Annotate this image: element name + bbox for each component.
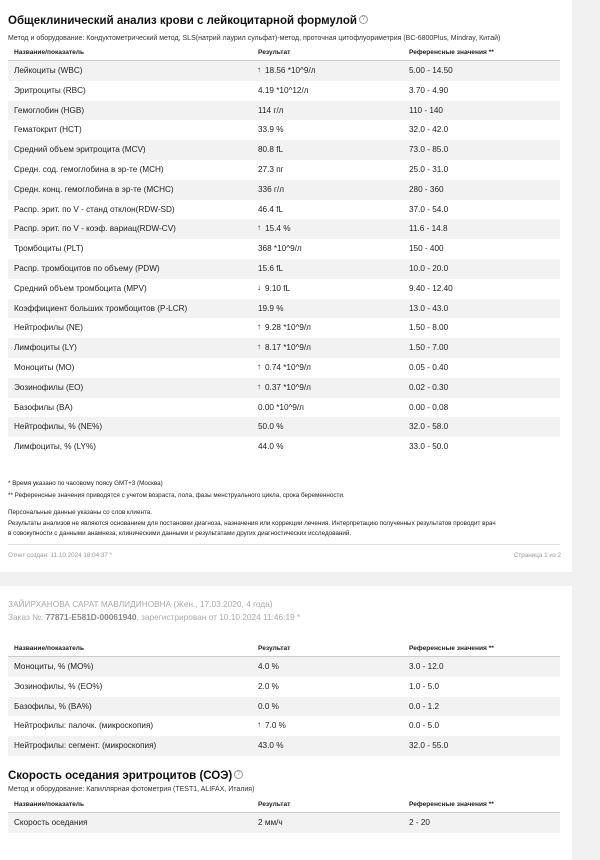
patient-info: ЗАЙИРХАНОВА САРАТ МАВЛИДИНОВНА (Жен., 17.03.2020, 4 года) xyxy=(8,599,273,609)
table-row xyxy=(8,120,560,140)
row-reference: 0.05 - 0.40 xyxy=(409,362,449,372)
table-row xyxy=(8,239,560,259)
row-result: 0.74 *10^9/л xyxy=(265,362,311,372)
table-row xyxy=(8,200,560,220)
header-result: Результат xyxy=(258,801,291,808)
row-name: Лимфоциты (LY) xyxy=(14,343,77,353)
table-row xyxy=(8,677,560,697)
row-result: 114 г/л xyxy=(258,105,284,115)
footnote-timezone: * Время указано по часовому поясу GMT+3 (Москва) xyxy=(8,480,163,487)
cbc-method: Метод и оборудование: Кондуктометрический метод, SLS(натрий лаурил сульфат)-метод, проточная цитофлуориметрия (BC-6800Plus, Mindray, Китай) xyxy=(8,35,501,42)
table-row xyxy=(8,378,560,398)
table-row xyxy=(8,697,560,717)
row-result: 0.0 % xyxy=(258,701,279,711)
arrow-up-icon: ↑ xyxy=(257,361,261,371)
table-row xyxy=(8,657,560,677)
table-row xyxy=(8,101,560,121)
arrow-up-icon: ↑ xyxy=(257,322,261,332)
table-header xyxy=(8,798,560,813)
table-row xyxy=(8,279,560,299)
row-reference: 1.0 - 5.0 xyxy=(409,681,440,691)
row-result: 2.0 % xyxy=(258,681,279,691)
footnote-reference: ** Референсные значения приводятся с учетом возраста, пола, фазы менструального цикла, срока беременности. xyxy=(8,492,345,499)
row-name: Тромбоциты (PLT) xyxy=(14,244,84,254)
row-reference: 0.00 - 0.08 xyxy=(409,402,449,412)
header-ref: Референсные значения ** xyxy=(409,801,494,808)
table-header xyxy=(8,46,560,61)
row-reference: 13.0 - 43.0 xyxy=(409,303,449,313)
table-row xyxy=(8,338,560,358)
cbc-results-table-continued xyxy=(8,642,560,756)
row-name: Лейкоциты (WBC) xyxy=(14,66,83,75)
table-row xyxy=(8,259,560,279)
table-row xyxy=(8,81,560,101)
row-name: Нейтрофилы: палочк. (микроскопия) xyxy=(14,721,154,731)
table-row xyxy=(8,358,560,378)
help-icon[interactable]: ? xyxy=(234,770,243,779)
arrow-down-icon: ↓ xyxy=(257,282,261,292)
row-reference: 3.0 - 12.0 xyxy=(409,662,444,671)
row-reference: 25.0 - 31.0 xyxy=(409,164,449,174)
order-info: Заказ №: 77871-E581D-00061940, зарегистрирован от 10.10.2024 11:46:19 * xyxy=(8,612,301,622)
table-row xyxy=(8,318,560,338)
arrow-up-icon: ↑ xyxy=(257,720,261,730)
row-reference: 280 - 360 xyxy=(409,184,444,194)
arrow-up-icon: ↑ xyxy=(257,381,261,391)
row-reference: 33.0 - 50.0 xyxy=(409,442,449,452)
row-name: Распр. эрит. по V - станд отклон(RDW-SD) xyxy=(14,204,175,214)
row-result: 46.4 fL xyxy=(258,204,284,214)
row-result: 15.6 fL xyxy=(258,263,284,273)
arrow-up-icon: ↑ xyxy=(257,65,261,74)
header-ref: Референсные значения ** xyxy=(409,49,494,56)
row-name: Средн. конц. гемоглобина в эр-те (MCHC) xyxy=(14,184,174,194)
row-name: Нейтрофилы (NE) xyxy=(14,323,83,333)
row-result: 19.9 % xyxy=(258,303,284,313)
header-ref: Референсные значения ** xyxy=(409,645,494,652)
header-result: Результат xyxy=(258,645,291,652)
row-result: 33.9 % xyxy=(258,125,284,135)
divider xyxy=(8,544,560,545)
table-row xyxy=(8,180,560,200)
page-number: Страница 1 из 2 xyxy=(513,552,561,559)
header-name: Название/показатель xyxy=(14,801,85,808)
row-reference: 32.0 - 58.0 xyxy=(409,422,449,432)
row-name: Нейтрофилы: сегмент. (микроскопия) xyxy=(14,741,157,751)
row-name: Гемоглобин (HGB) xyxy=(14,105,85,115)
row-name: Средн. сод. гемоглобина в эр-те (MCH) xyxy=(14,164,164,174)
personal-data-note: Персональные данные указаны со слов клиента. xyxy=(8,509,152,516)
row-reference: 32.0 - 42.0 xyxy=(409,125,449,135)
row-reference: 11.6 - 14.8 xyxy=(409,224,448,234)
row-name: Базофилы (BA) xyxy=(14,402,73,412)
order-number: 77871-E581D-00061940 xyxy=(45,612,137,622)
row-reference: 1.50 - 8.00 xyxy=(409,323,449,333)
row-result: 0.00 *10^9/л xyxy=(258,402,304,412)
row-result: 18.56 *10^9/л xyxy=(265,66,316,75)
row-result: 7.0 % xyxy=(265,721,286,731)
header-name: Название/показатель xyxy=(14,49,85,56)
row-reference: 9.40 - 12.40 xyxy=(409,283,453,293)
table-row xyxy=(8,61,560,81)
table-row xyxy=(8,160,560,180)
help-icon[interactable]: ? xyxy=(359,15,368,24)
table-row xyxy=(8,299,560,319)
disclaimer-line-2: в совокупности с данными анамнеза, клиническими данными и результатами других диагностических исследований. xyxy=(8,530,352,537)
report-created: Отчет создан: 11.10.2024 18:04:37 * xyxy=(8,552,113,559)
disclaimer-line-1: Результаты анализов не являются основанием для постановки диагноза, назначения или коррекции лечения. Интерпретацию полученных результатов проводит врач xyxy=(8,520,496,527)
row-reference: 5.00 - 14.50 xyxy=(409,66,453,75)
row-name: Распр. тромбоцитов по объему (PDW) xyxy=(14,263,160,273)
cbc-results-table xyxy=(8,46,560,457)
row-name: Распр. эрит. по V - коэф. вариац(RDW-CV) xyxy=(14,224,176,234)
row-reference: 32.0 - 55.0 xyxy=(409,741,449,751)
row-result: 2 мм/ч xyxy=(258,818,283,827)
row-result: 9.28 *10^9/л xyxy=(265,323,311,333)
row-reference: 110 - 140 xyxy=(409,105,443,115)
table-row xyxy=(8,437,560,457)
row-result: 27.3 пг xyxy=(258,164,284,174)
row-name: Коэффициент больших тромбоцитов (P-LCR) xyxy=(14,303,188,313)
row-result: 9.10 fL xyxy=(265,283,291,293)
row-result: 368 *10^9/л xyxy=(258,244,302,254)
row-result: 44.0 % xyxy=(258,442,284,452)
esr-section-title: Скорость оседания эритроцитов (СОЭ) ? xyxy=(8,770,243,782)
row-reference: 1.50 - 7.00 xyxy=(409,343,449,353)
row-name: Лимфоциты, % (LY%) xyxy=(14,442,97,452)
row-result: 336 г/л xyxy=(258,184,284,194)
row-reference: 150 - 400 xyxy=(409,244,444,254)
esr-method: Метод и оборудование: Капиллярная фотометрия (TEST1, ALIFAX, Италия) xyxy=(8,786,255,793)
row-reference: 10.0 - 20.0 xyxy=(409,263,449,273)
report-page-2 xyxy=(0,586,572,860)
row-name: Нейтрофилы, % (NE%) xyxy=(14,422,103,432)
row-result: 0.37 *10^9/л xyxy=(265,382,311,392)
row-name: Эозинофилы (EO) xyxy=(14,382,84,392)
row-name: Эозинофилы, % (EO%) xyxy=(14,681,103,691)
row-name: Средний объем эритроцита (MCV) xyxy=(14,145,146,155)
row-name: Гематокрит (HCT) xyxy=(14,125,82,135)
arrow-up-icon: ↑ xyxy=(257,342,261,352)
row-reference: 37.0 - 54.0 xyxy=(409,204,449,214)
row-result: 4.0 % xyxy=(258,662,279,671)
row-reference: 0.0 - 5.0 xyxy=(409,721,440,731)
row-name: Эритроциты (RBC) xyxy=(14,85,86,95)
row-result: 80.8 fL xyxy=(258,145,284,155)
row-reference: 3.70 - 4.90 xyxy=(409,85,449,95)
table-row xyxy=(8,417,560,437)
row-name: Средний объем тромбоцита (MPV) xyxy=(14,283,147,293)
row-name: Скорость оседания xyxy=(14,818,88,827)
row-result: 8.17 *10^9/л xyxy=(265,343,311,353)
table-row xyxy=(8,716,560,736)
cbc-section-title: Общеклинический анализ крови с лейкоцитарной формулой ? xyxy=(8,15,368,27)
scroll-gutter xyxy=(572,586,600,860)
row-reference: 0.0 - 1.2 xyxy=(409,701,440,711)
row-result: 15.4 % xyxy=(265,224,291,234)
row-result: 4.19 *10^12/л xyxy=(258,85,309,95)
row-result: 50.0 % xyxy=(258,422,284,432)
table-row xyxy=(8,219,560,239)
row-name: Моноциты, % (MO%) xyxy=(14,662,94,671)
row-name: Базофилы, % (BA%) xyxy=(14,701,92,711)
row-reference: 2 - 20 xyxy=(409,818,430,827)
table-row xyxy=(8,813,560,833)
table-header xyxy=(8,642,560,657)
header-name: Название/показатель xyxy=(14,645,85,652)
row-result: 43.0 % xyxy=(258,741,284,751)
table-row xyxy=(8,736,560,756)
row-reference: 0.02 - 0.30 xyxy=(409,382,449,392)
esr-results-table xyxy=(8,798,560,833)
row-name: Моноциты (MO) xyxy=(14,362,75,372)
arrow-up-icon: ↑ xyxy=(257,223,261,233)
header-result: Результат xyxy=(258,49,291,56)
table-row xyxy=(8,140,560,160)
row-reference: 73.0 - 85.0 xyxy=(409,145,449,155)
table-row xyxy=(8,398,560,418)
